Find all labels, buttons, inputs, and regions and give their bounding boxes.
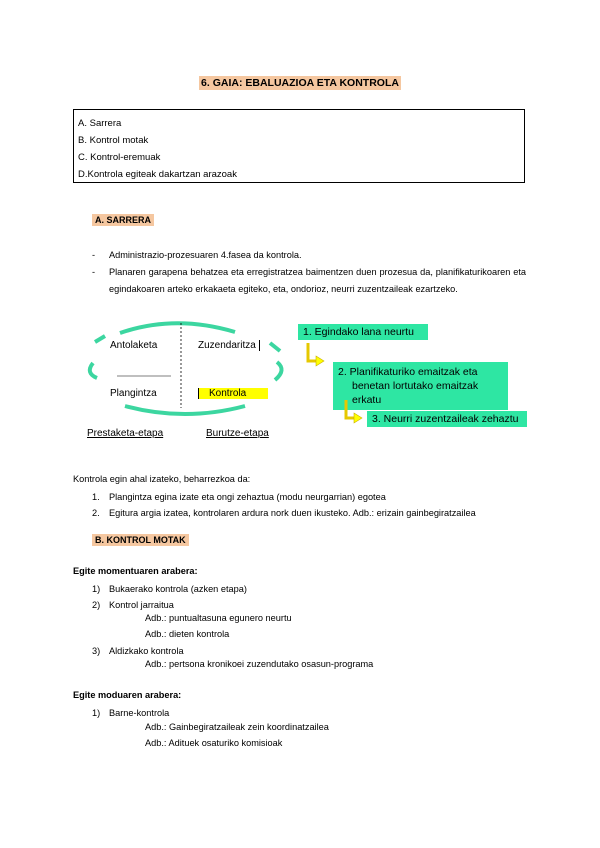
item-text: Aldizkako kontrola: [109, 646, 184, 656]
bullet-item: [92, 247, 526, 263]
list-item: [92, 597, 174, 613]
item-text: Egitura argia izatea, kontrolaren ardura nork duen ikusteko. Adb.: erizain gainbegiratzailea: [109, 508, 476, 518]
right-side-arrow: [275, 362, 282, 380]
item-number: 2.: [92, 508, 100, 518]
prestaketa-label: Prestaketa-etapa: [87, 428, 164, 439]
left-top-arrow: [95, 336, 105, 342]
toc-item: D.Kontrola egiteak dakartzan arazoak: [78, 169, 237, 180]
kontrola-label: Kontrola: [198, 388, 268, 399]
by-moment-heading: Egite momentuaren arabera:: [73, 566, 198, 576]
list-item: [92, 643, 184, 659]
bullet-text: Planaren garapena behatzea eta erregistratzea baimentzen duen prozesua da, planifikaturikoaren eta egindakoaren arteko erkakaeta egiteko, eta, ondorioz, neurri zuzentzaileak ezartzeko.: [109, 267, 526, 294]
section-a-heading: A. SARRERA: [92, 215, 154, 225]
by-manner-heading: Egite moduaren arabera:: [73, 690, 182, 700]
step-3: 3. Neurri zuzentzaileak zehaztu: [367, 411, 527, 427]
plangintza-label: Plangintza: [110, 388, 157, 399]
item-text: Barne-kontrola: [109, 708, 170, 718]
requirement-item: [92, 505, 476, 521]
top-arrow: [120, 323, 235, 333]
list-item: [92, 705, 169, 721]
example-text: Adb.: dieten kontrola: [145, 629, 230, 639]
example-text: Adb.: Gainbegiratzaileak zein koordinatzailea: [145, 722, 329, 732]
item-number: 1.: [92, 492, 100, 502]
right-top-arrow: [270, 343, 280, 351]
bullet-dash: -: [92, 267, 96, 277]
page-title: 6. GAIA: EBALUAZIOA ETA KONTROLA: [201, 77, 399, 89]
zuzendaritza-label: Zuzendaritza: [198, 340, 260, 351]
example-text: Adb.: puntualtasuna egunero neurtu: [145, 613, 292, 623]
item-number: 2): [92, 600, 101, 610]
step-2-line: benetan lortutako emaitzak: [352, 380, 479, 392]
step-2-line: 2. Planifikaturiko emaitzak eta: [338, 366, 478, 378]
item-number: 1): [92, 708, 101, 718]
toc-item: C. Kontrol-eremuak: [78, 152, 161, 163]
requirements-intro: Kontrola egin ahal izateko, beharrezkoa da:: [73, 474, 251, 484]
toc-item: A. Sarrera: [78, 118, 122, 129]
step-arrow-2: [340, 400, 370, 428]
bullet-text: Administrazio-prozesuaren 4.fasea da kontrola.: [109, 250, 302, 260]
item-number: 1): [92, 584, 101, 594]
item-number: 3): [92, 646, 101, 656]
bullet-item: [92, 264, 526, 297]
cycle-arrows: [85, 318, 295, 418]
antolaketa-label: Antolaketa: [110, 340, 158, 351]
section-b-heading: B. KONTROL MOTAK: [92, 535, 189, 545]
example-text: Adb.: Adituek osaturiko komisioak: [145, 738, 283, 748]
left-side-arrow: [90, 363, 97, 378]
requirement-item: [92, 489, 386, 505]
item-text: Bukaerako kontrola (azken etapa): [109, 584, 247, 594]
item-text: Kontrol jarraitua: [109, 600, 174, 610]
step-2-line: erkatu: [352, 394, 382, 406]
toc-item: B. Kontrol motak: [78, 135, 149, 146]
list-item: [92, 581, 247, 597]
step-arrow-1: [300, 343, 330, 375]
burutze-label: Burutze-etapa: [206, 428, 269, 439]
toc-box: [73, 109, 525, 183]
bottom-arrow: [125, 406, 245, 414]
step-1: 1. Egindako lana neurtu: [298, 324, 428, 340]
bullet-dash: -: [92, 250, 96, 260]
example-text: Adb.: pertsona kronikoei zuzendutako osasun-programa: [145, 659, 374, 669]
item-text: Plangintza egina izate eta ongi zehaztua (modu neurgarrian) egotea: [109, 492, 386, 502]
